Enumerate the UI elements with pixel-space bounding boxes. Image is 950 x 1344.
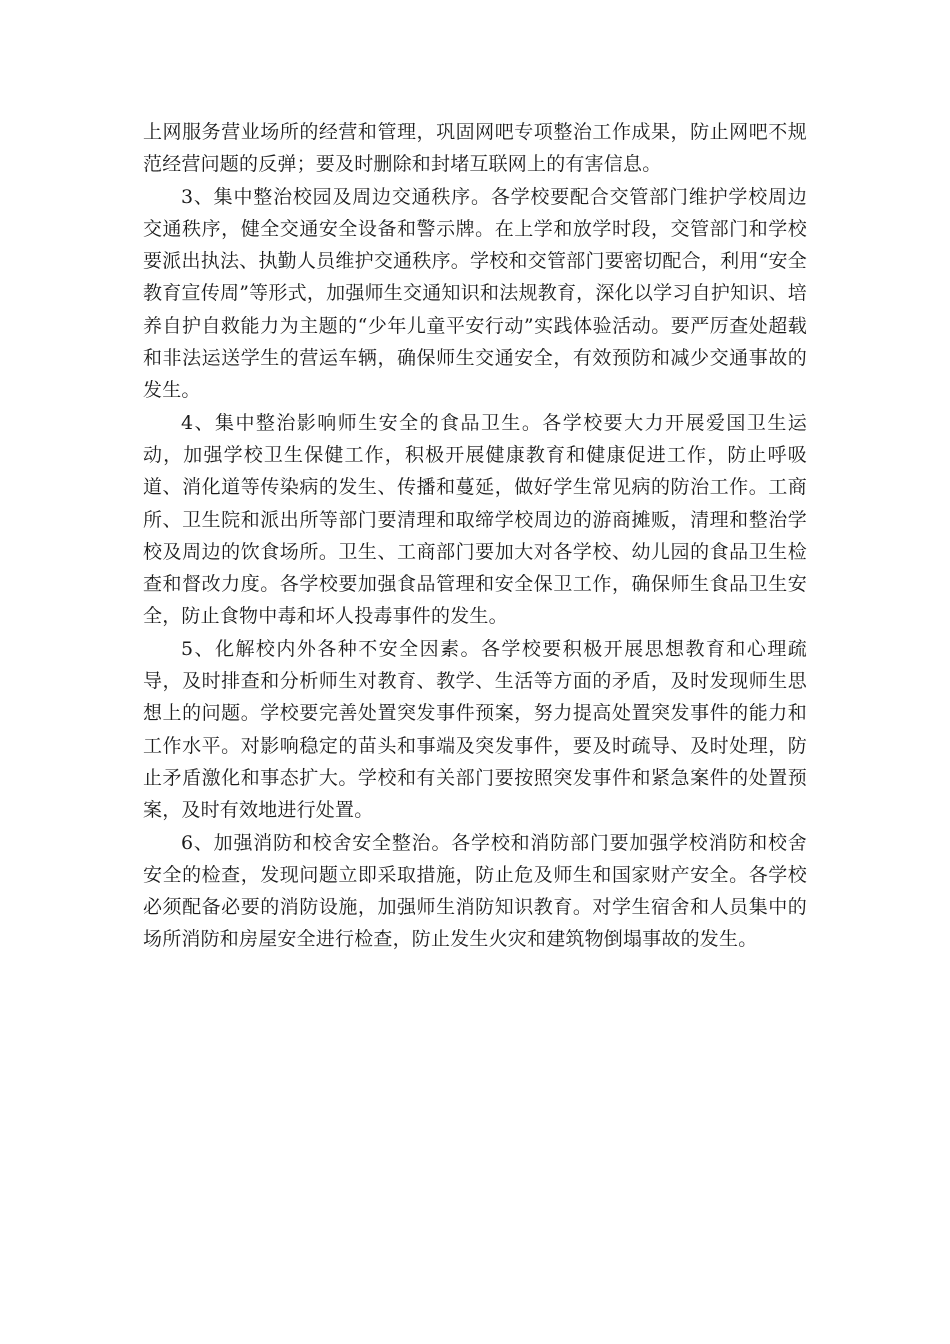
paragraph-unsafe-factors: 5、化解校内外各种不安全因素。各学校要积极开展思想教育和心理疏导，及时排查和分析师生对教育、教学、生活等方面的矛盾，及时发现师生思想上的问题。学校要完善处置突发事件预案，努力提高处置突发事件的能力和工作水平。对影响稳定的苗头和事端及突发事件，要及时疏导、及时处理，防止矛盾激化和事态扩大。学校和有关部门要按照突发事件和紧急案件的处置预案，及时有效地进行处置。 — [143, 637, 807, 822]
paragraph-traffic-order: 3、集中整治校园及周边交通秩序。各学校要配合交管部门维护学校周边交通秩序，健全交通安全设备和警示牌。在上学和放学时段，交管部门和学校要派出执法、执勤人员维护交通秩序。学校和交管部门要密切配合，利用“安全教育宣传周”等形式，加强师生交通知识和法规教育，深化以学习自护知识、培养自护自救能力为主题的“少年儿童平安行动”实践体验活动。要严厉查处超载和非法运送学生的营运车辆，确保师生交通安全，有效预防和减少交通事故的发生。 — [143, 185, 807, 402]
paragraph-food-hygiene: 4、集中整治影响师生安全的食品卫生。各学校要大力开展爱国卫生运动，加强学校卫生保健工作，积极开展健康教育和健康促进工作，防止呼吸道、消化道等传染病的发生、传播和蔓延，做好学生常见病的防治工作。工商所、卫生院和派出所等部门要清理和取缔学校周边的游商摊贩，清理和整治学校及周边的饮食场所。卫生、工商部门要加大对各学校、幼儿园的食品卫生检查和督改力度。各学校要加强食品管理和安全保卫工作，确保师生食品卫生安全，防止食物中毒和坏人投毒事件的发生。 — [143, 411, 807, 628]
document-body — [143, 116, 807, 956]
paragraph-fire-safety: 6、加强消防和校舍安全整治。各学校和消防部门要加强学校消防和校舍安全的检查，发现问题立即采取措施，防止危及师生和国家财产安全。各学校必须配备必要的消防设施，加强师生消防知识教育。对学生宿舍和人员集中的场所消防和房屋安全进行检查，防止发生火灾和建筑物倒塌事故的发生。 — [143, 831, 807, 951]
paragraph-continued: 上网服务营业场所的经营和管理，巩固网吧专项整治工作成果，防止网吧不规范经营问题的反弹；要及时删除和封堵互联网上的有害信息。 — [143, 121, 807, 176]
